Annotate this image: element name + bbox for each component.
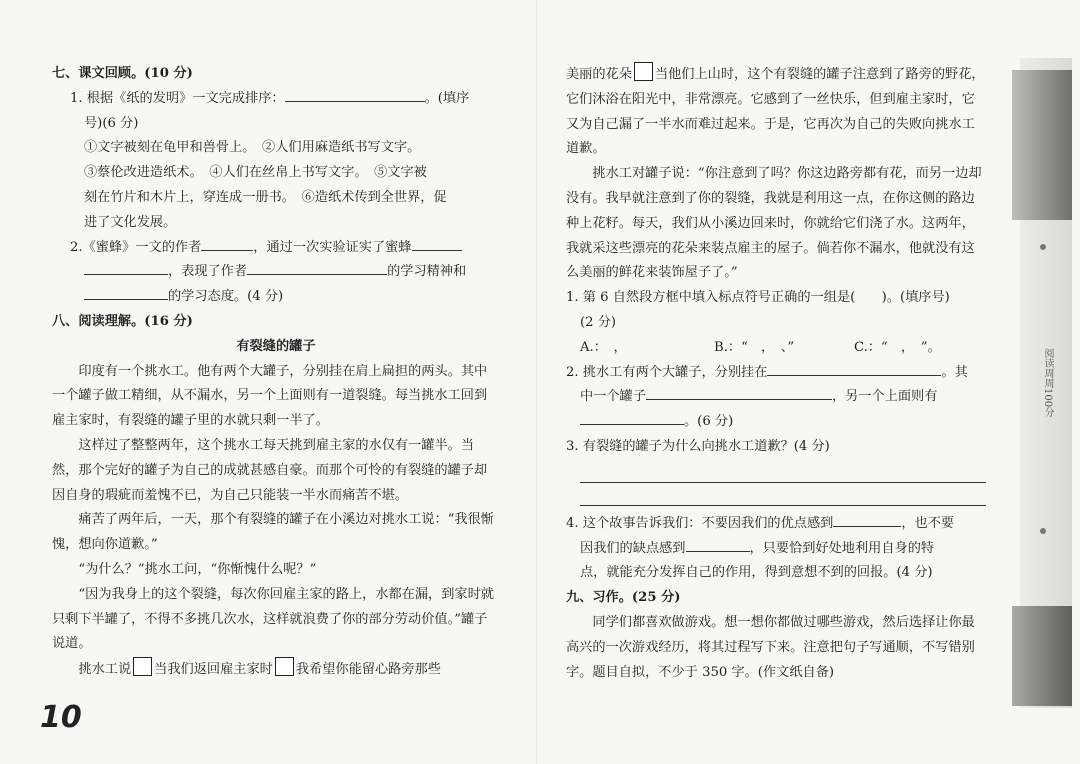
edge-text: 阅读周周100分	[1042, 348, 1053, 418]
writing-prompt: 同学们都喜欢做游戏。想一想你都做过哪些游戏，然后选择让你最高兴的一次游戏经历，将其过程写下来。注意把句子写通顺，不写错别字。题目自拟，不少于 350 字。(作文纸自备)	[566, 614, 975, 680]
answer-blank[interactable]	[201, 236, 253, 251]
answer-blank[interactable]	[580, 410, 684, 425]
section-9-title: 九、习作。(25 分)	[566, 590, 681, 606]
reading-question-2-end: 。(6 分)	[566, 410, 986, 435]
option-b[interactable]: B.：“ ， 、”	[714, 339, 795, 355]
edge-shadow-top	[1012, 70, 1072, 220]
paragraph-4: “为什么？”挑水工问，“你惭愧什么呢？”	[78, 561, 317, 577]
paragraph-3: 痛苦了两年后，一天，那个有裂缝的罐子在小溪边对挑水工说：“我很惭愧，想向你道歉。”	[52, 512, 494, 553]
q1-items-line-1: ①文字被刻在龟甲和兽骨上。 ②人们用麻造纸书写文字。	[84, 140, 421, 156]
reading-question-3: 3. 有裂缝的罐子为什么向挑水工道歉？(4 分)	[566, 438, 830, 454]
reading-question-1-options	[566, 336, 986, 361]
q1-items-line-4: 进了文化发展。	[84, 214, 177, 230]
section-8-title: 八、阅读理解。(16 分)	[52, 313, 193, 329]
edge-mark	[1040, 244, 1046, 250]
question-2-end: 的学习态度。(4 分)	[52, 285, 500, 310]
reading-question-1: 1. 第 6 自然段方框中填入标点符号正确的一组是( )。(填序号)	[566, 290, 950, 306]
punctuation-box[interactable]	[133, 657, 152, 676]
q1-items-line-2: ③蔡伦改进造纸术。 ④人们在丝帛上书写文字。 ⑤文字被	[84, 165, 427, 181]
paragraph-7: 挑水工对罐子说：“你注意到了吗？你这边路旁都有花，而另一边却没有。我早就注意到了你的裂缝，我就是利用这一点，在你这侧的路边种上花籽。每天，我们从小溪边回来时，你就给它们浇了水。这两年，我就采这些漂亮的花朵来装点雇主的屋子。倘若你不漏水，他就没有这么美丽的鲜花来装饰屋子了。”	[566, 166, 982, 281]
paragraph-1: 印度有一个挑水工。他有两个大罐子，分别挂在肩上扁担的两头。其中一个罐子做工精细，从不漏水，另一个上面则有一道裂缝。每当挑水工回到雇主家时，有裂缝的罐子里的水就只剩一半了。	[52, 363, 488, 429]
paragraph-6-start: 挑水工说 当我们返回雇主家时 我希望你能留心路旁那些	[52, 657, 500, 683]
answer-blank[interactable]	[84, 260, 168, 275]
question-1-score: 号)(6 分)	[84, 115, 139, 131]
edge-shadow-bottom	[1012, 606, 1072, 706]
story-title: 有裂缝的罐子	[236, 338, 316, 354]
answer-blank[interactable]	[285, 87, 425, 102]
page-gutter	[536, 0, 538, 764]
book-edge	[1012, 58, 1080, 708]
section-7-title: 七、课文回顾。(10 分)	[52, 66, 193, 81]
question-2: 2.《蜜蜂》一文的作者 ，通过一次实验证实了蜜蜂	[52, 236, 500, 261]
answer-blank[interactable]	[686, 537, 750, 552]
paragraph-6-cont: 美丽的花朵 当他们上山时，这个有裂缝的罐子注意到了路旁的野花，它们沐浴在阳光中，非常漂亮。它感到了一丝快乐，但到雇主家时，它又为自己漏了一半水而难过起来。于是，它再次为自己的失败向挑水工道歉。	[566, 62, 986, 162]
answer-blank[interactable]	[767, 361, 941, 376]
answer-blank[interactable]	[247, 260, 387, 275]
reading-question-1-score: (2 分)	[580, 314, 617, 330]
option-c[interactable]: C.：“ ， ”。	[854, 339, 941, 355]
reading-question-4: 4. 这个故事告诉我们：不要因我们的优点感到 ，也不要	[566, 512, 986, 537]
reading-question-2: 2. 挑水工有两个大罐子，分别挂在 。其	[566, 361, 986, 386]
answer-line[interactable]	[580, 460, 986, 483]
answer-blank[interactable]	[84, 285, 168, 300]
reading-question-4-end: 点，就能充分发挥自己的作用，得到意想不到的回报。(4 分)	[580, 565, 933, 581]
left-column	[52, 62, 500, 683]
option-a[interactable]: A.： ，	[580, 339, 627, 355]
paragraph-5: “因为我身上的这个裂缝，每次你回雇主家的路上，水都在漏，到家时就只剩下半罐了，不得不多挑几次水，这样就浪费了你的部分劳动价值。”罐子说道。	[52, 586, 494, 652]
punctuation-box[interactable]	[634, 62, 653, 81]
question-1: 1. 根据《纸的发明》一文完成排序： 。(填序	[52, 87, 500, 112]
question-2-cont: ，表现了作者 的学习精神和	[52, 260, 500, 285]
answer-line[interactable]	[580, 483, 986, 506]
edge-mark	[1040, 528, 1046, 534]
page-number: 10	[40, 700, 82, 735]
answer-blank[interactable]	[646, 385, 832, 400]
q1-items-line-3: 刻在竹片和木片上，穿连成一册书。 ⑥造纸术传到全世界，促	[84, 189, 447, 205]
answer-blank[interactable]	[833, 512, 901, 527]
reading-question-2-cont: 中一个罐子 ，另一个上面则有	[566, 385, 986, 410]
reading-question-4-cont: 因我们的缺点感到 ，只要恰到好处地利用自身的特	[566, 537, 986, 562]
paragraph-2: 这样过了整整两年，这个挑水工每天挑到雇主家的水仅有一罐半。当然，那个完好的罐子为自己的成就甚感自豪。而那个可怜的有裂缝的罐子却因自身的瑕疵而羞愧不已，为自己只能装一半水而痛苦不堪。	[52, 437, 488, 503]
punctuation-box[interactable]	[275, 657, 294, 676]
answer-blank[interactable]	[412, 236, 462, 251]
right-column	[566, 62, 986, 685]
